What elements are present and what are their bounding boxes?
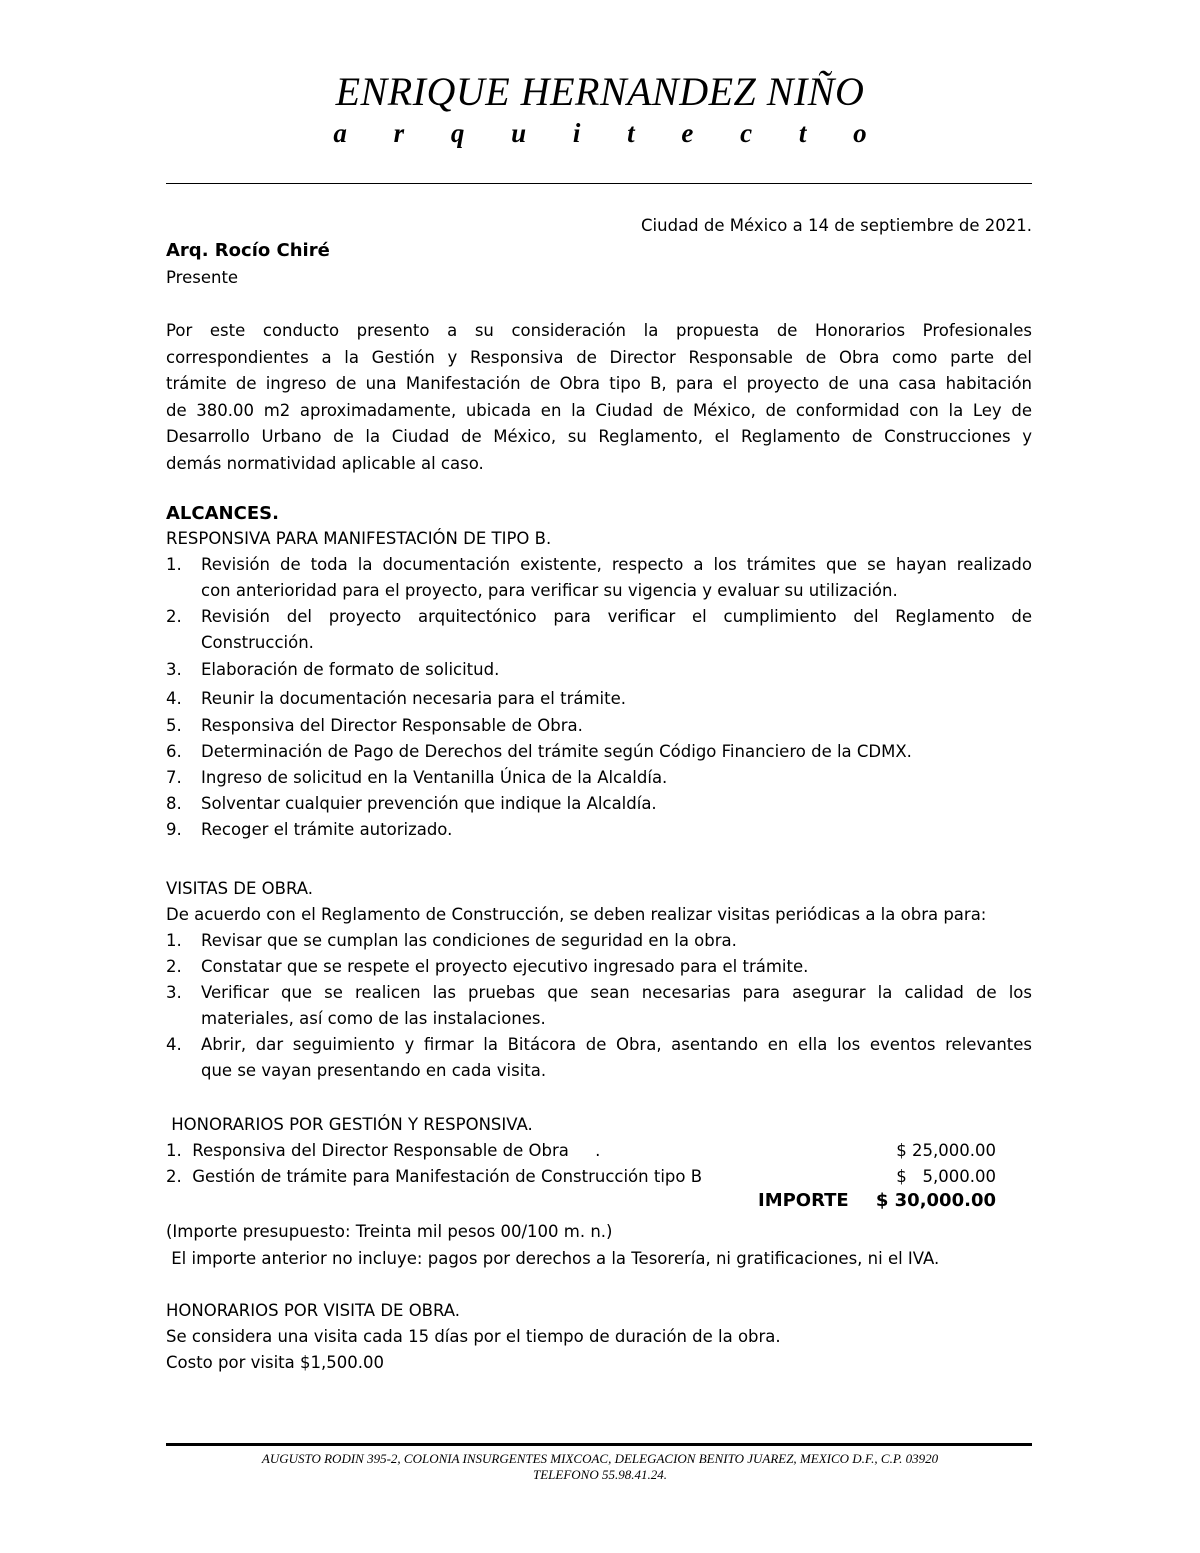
fee-label: 2. Gestión de trámite para Manifestación de Construcción tipo B: [166, 1167, 703, 1186]
list-text: materiales, así como de las instalaciones.: [201, 1009, 546, 1028]
list-text: Revisión de toda la documentación existente, respecto a los trámites que se hayan realizado: [201, 555, 1032, 574]
intro-line: Desarrollo Urbano de la Ciudad de México, su Reglamento, el Reglamento de Construcciones y: [166, 427, 1032, 446]
list-number: 6.: [166, 742, 182, 761]
list-number: 2.: [166, 607, 182, 626]
list-text: Revisar que se cumplan las condiciones de seguridad en la obra.: [201, 931, 737, 950]
letterhead-name: ENRIQUE HERNANDEZ NIÑO: [335, 69, 865, 114]
fee-amount: $ 25,000.00: [896, 1141, 996, 1160]
amount-in-words: (Importe presupuesto: Treinta mil pesos 00/100 m. n.): [166, 1222, 613, 1241]
list-number: 9.: [166, 820, 182, 839]
fee-exclusions-note: El importe anterior no incluye: pagos por derechos a la Tesorería, ni gratificaciones, ni el IVA.: [166, 1249, 940, 1268]
visitas-heading: VISITAS DE OBRA.: [166, 879, 314, 898]
honorarios-gestion-heading: HONORARIOS POR GESTIÓN Y RESPONSIVA.: [166, 1115, 533, 1134]
list-item: [166, 656, 1032, 684]
letter-date: Ciudad de México a 14 de septiembre de 2021.: [641, 216, 1032, 235]
list-text: que se vayan presentando en cada visita.: [201, 1061, 547, 1080]
list-text: Elaboración de formato de solicitud.: [201, 660, 500, 679]
list-item: [166, 954, 1032, 980]
fee-row: [166, 1138, 996, 1164]
list-number: 3.: [166, 660, 182, 679]
honorarios-visita-heading: HONORARIOS POR VISITA DE OBRA.: [166, 1301, 461, 1320]
letterhead-divider: [166, 183, 1032, 184]
list-text: Solventar cualquier prevención que indique la Alcaldía.: [201, 794, 657, 813]
list-item: [166, 552, 1032, 604]
list-text: Recoger el trámite autorizado.: [201, 820, 453, 839]
list-number: 7.: [166, 768, 182, 787]
list-text: Determinación de Pago de Derechos del trámite según Código Financiero de la CDMX.: [201, 742, 912, 761]
addressee-name: Arq. Rocío Chiré: [166, 240, 330, 261]
list-item: [166, 1032, 1032, 1084]
list-text: Responsiva del Director Responsable de Obra.: [201, 716, 583, 735]
fee-label: 1. Responsiva del Director Responsable de Obra .: [166, 1141, 601, 1160]
visitas-intro: De acuerdo con el Reglamento de Construcción, se deben realizar visitas periódicas a la obra para:: [166, 905, 987, 924]
list-text: Ingreso de solicitud en la Ventanilla Única de la Alcaldía.: [201, 768, 668, 787]
list-item: [166, 928, 1032, 954]
list-text: Revisión del proyecto arquitectónico para verificar el cumplimiento del Reglamento de: [201, 607, 1032, 626]
list-text: Reunir la documentación necesaria para el trámite.: [201, 689, 627, 708]
intro-line: de 380.00 m2 aproximadamente, ubicada en la Ciudad de México, de conformidad con la Ley de: [166, 400, 1032, 420]
list-item: [166, 684, 1032, 713]
footer-divider: [166, 1443, 1032, 1446]
intro-line: Por este conducto presento a su consideración la propuesta de Honorarios Profesionales: [166, 321, 1032, 340]
list-text: Constatar que se respete el proyecto ejecutivo ingresado para el trámite.: [201, 957, 809, 976]
intro-line: trámite de ingreso de una Manifestación de Obra tipo B, para el proyecto de una casa habitación: [166, 374, 1032, 393]
total-amount: $ 30,000.00: [875, 1190, 996, 1211]
list-item: [166, 817, 1032, 843]
visit-cost-text: Costo por visita $1,500.00: [166, 1353, 384, 1372]
list-item: [166, 765, 1032, 791]
list-number: 8.: [166, 794, 182, 813]
list-item: [166, 713, 1032, 739]
intro-line: demás normatividad aplicable al caso.: [166, 453, 484, 473]
list-item: [166, 739, 1032, 765]
intro-paragraph: [166, 318, 1032, 477]
intro-line: correspondientes a la Gestión y Responsiva de Director Responsable de Obra como parte del: [166, 347, 1032, 367]
list-item: [166, 604, 1032, 656]
letterhead-profession: a r q u i t e c t o: [333, 118, 887, 148]
list-number: 4.: [166, 1035, 182, 1054]
salutation: Presente: [166, 268, 239, 287]
list-text: Construcción.: [201, 633, 314, 652]
footer-address: AUGUSTO RODIN 395-2, COLONIA INSURGENTES MIXCOAC, DELEGACION BENITO JUAREZ, MEXICO D.F., C.P. 03920: [261, 1451, 939, 1466]
list-number: 2.: [166, 957, 182, 976]
alcances-subheading: RESPONSIVA PARA MANIFESTACIÓN DE TIPO B.: [166, 529, 552, 548]
list-item: [166, 980, 1032, 1032]
visitas-list: [166, 928, 1032, 1084]
visit-frequency-text: Se considera una visita cada 15 días por el tiempo de duración de la obra.: [166, 1327, 781, 1346]
alcances-list: [166, 552, 1032, 843]
list-number: 5.: [166, 716, 182, 735]
list-item: [166, 791, 1032, 817]
list-number: 1.: [166, 555, 182, 574]
fee-amount: $ 5,000.00: [896, 1167, 996, 1186]
list-text: con anterioridad para el proyecto, para verificar su vigencia y evaluar su utilización.: [201, 581, 898, 600]
list-number: 4.: [166, 689, 182, 708]
list-text: Abrir, dar seguimiento y firmar la Bitácora de Obra, asentando en ella los eventos relevantes: [201, 1035, 1032, 1054]
alcances-heading: ALCANCES.: [166, 503, 279, 524]
footer-phone: TELEFONO 55.98.41.24.: [533, 1467, 667, 1482]
list-text: Verificar que se realicen las pruebas que sean necesarias para asegurar la calidad de los: [201, 983, 1032, 1002]
list-number: 3.: [166, 983, 182, 1002]
list-number: 1.: [166, 931, 182, 950]
fee-row: [166, 1164, 996, 1190]
total-label: IMPORTE: [758, 1190, 849, 1211]
